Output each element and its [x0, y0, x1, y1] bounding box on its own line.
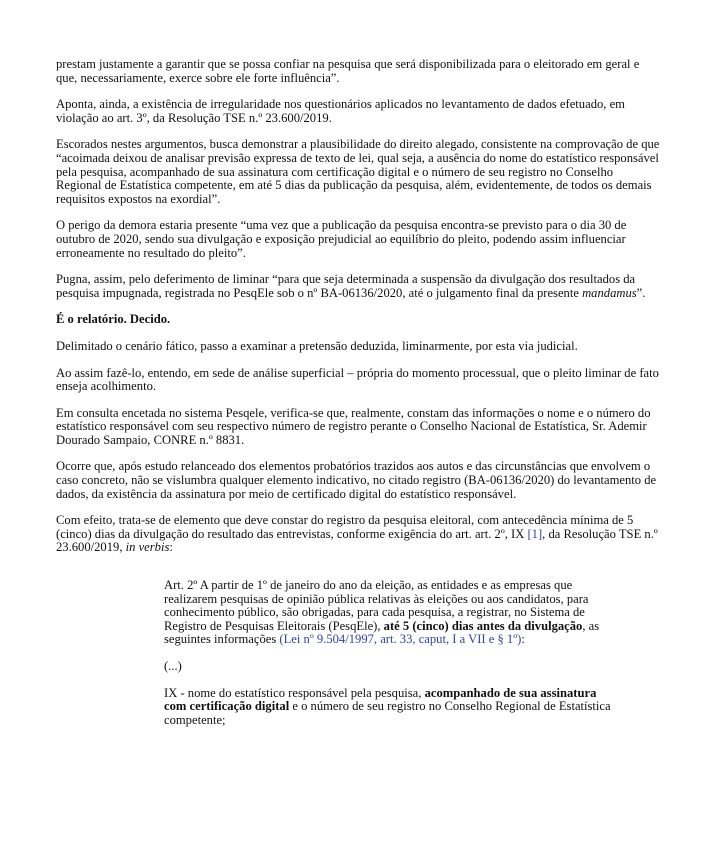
paragraph-2: Aponta, ainda, a existência de irregularidade nos questionários aplicados no levantamento de dados efetuado, em violação ao art. 3º, da Resolução TSE n.º 23.600/2019. — [56, 97, 625, 125]
paragraph-5-end: ”. — [636, 285, 646, 300]
paragraph-6: Delimitado o cenário fático, passo a examinar a pretensão deduzida, liminarmente, por esta via judicial. — [56, 338, 578, 353]
quote-item-ix-text: IX - nome do estatístico responsável pela pesquisa, — [164, 685, 425, 700]
paragraph-5-text: Pugna, assim, pelo deferimento de liminar “para que seja determinada a suspensão da divulgação dos resultados da pesquisa impugnada, registrada no PesqEle sob o nº BA-06136/2020, até o julgamento final da presente — [56, 272, 636, 300]
in-verbis-italic: in verbis — [125, 540, 170, 555]
quote-article-2-text: Art. 2º A partir de 1º de janeiro do ano da eleição, as entidades e as empresas que realizarem pesquisas de opinião pública relativas às eleições ou aos candidatos, para conhecimento público, são obrigadas, para cada pesquisa, a registrar, no Sistema de Registro de Pesquisas Eleitorais (PesqEle), — [164, 578, 589, 633]
paragraph-9: Ocorre que, após estudo relanceado dos elementos probatórios trazidos aos autos e das circunstâncias que envolvem o caso concreto, não se vislumbra qualquer elemento indicativo, no citado registro (BA-06136/2020) do levantamento de dados, da existência da assinatura por meio de certificado digital do estatístico responsável. — [56, 459, 657, 501]
paragraph-10-text: Com efeito, trata-se de elemento que deve constar do registro da pesquisa eleitoral, com antecedência mínima de 5 (cinco) dias da divulgação do resultado das entrevistas, conforme exigência do art. art. 2º, IX — [56, 513, 634, 541]
mandamus-italic: mandamus — [582, 285, 637, 300]
paragraph-10-mid: , da Resolução TSE n.º 23.600/2019, — [56, 526, 658, 555]
quote-signature-bold: acompanhado de sua assinatura com certificação digital — [164, 685, 597, 714]
quote-deadline-bold: até 5 (cinco) dias antes da divulgação — [383, 618, 583, 633]
quote-item-ix — [164, 687, 620, 728]
paragraph-7: Ao assim fazê-lo, entendo, em sede de análise superficial – própria do momento processual, que o pleito liminar de fato enseja acolhimento. — [56, 365, 659, 394]
paragraph-4: O perigo da demora estaria presente “uma vez que a publicação da pesquisa encontra-se previsto para o dia 30 de outubro de 2020, sendo sua divulgação e exposição prejudicial ao equilíbrio do pleito, podendo assim influenciar erroneamente no resultado do pleito”. — [56, 218, 627, 260]
paragraph-8: Em consulta encetada no sistema Pesqele, verifica-se que, realmente, constam das informações o nome e o número do estatístico responsável com seu respectivo número de registro perante o Conselho Nacional de Estatística, Sr. Ademir Dourado Sampaio, CONRE n.º 8831. — [56, 405, 651, 447]
paragraph-5 — [56, 273, 660, 300]
paragraph-1: prestam justamente a garantir que se possa confiar na pesquisa que será disponibilizada para o eleitorado em geral e que, necessariamente, exerce sobre ele forte influência”. — [56, 57, 640, 85]
paragraph-3: Escorados nestes argumentos, busca demonstrar a plausibilidade do direito alegado, consistente na comprovação de que “acoimada deixou de analisar previsão expressa de texto de lei, qual seja, a ausência do nome do estatístico responsável pela pesquisa, acompanhado de sua assinatura com certificação digital e o número de seu registro no Conselho Regional de Estatística competente, em até 5 dias da publicação da pesquisa, além, evidentemente, de todos os demais requisitos expostos na exordial”. — [56, 137, 660, 206]
paragraph-10 — [56, 514, 660, 555]
footnote-link[interactable]: [1] — [527, 526, 543, 541]
quote-ellipsis: (...) — [164, 659, 182, 673]
legal-quote-block — [56, 579, 660, 727]
law-reference-link[interactable]: (Lei nº 9.504/1997, art. 33, caput, I a VII e § 1º) — [279, 632, 522, 647]
quote-article-2-end: : — [521, 632, 525, 647]
quote-item-ix-end: e o número de seu registro no Conselho Regional de Estatística competente; — [164, 699, 611, 727]
paragraph-10-end: : — [169, 540, 173, 555]
section-heading: É o relatório. Decido. — [56, 312, 171, 327]
quote-article-2-mid: , as seguintes informações — [164, 618, 600, 647]
quote-article-2 — [164, 579, 620, 647]
